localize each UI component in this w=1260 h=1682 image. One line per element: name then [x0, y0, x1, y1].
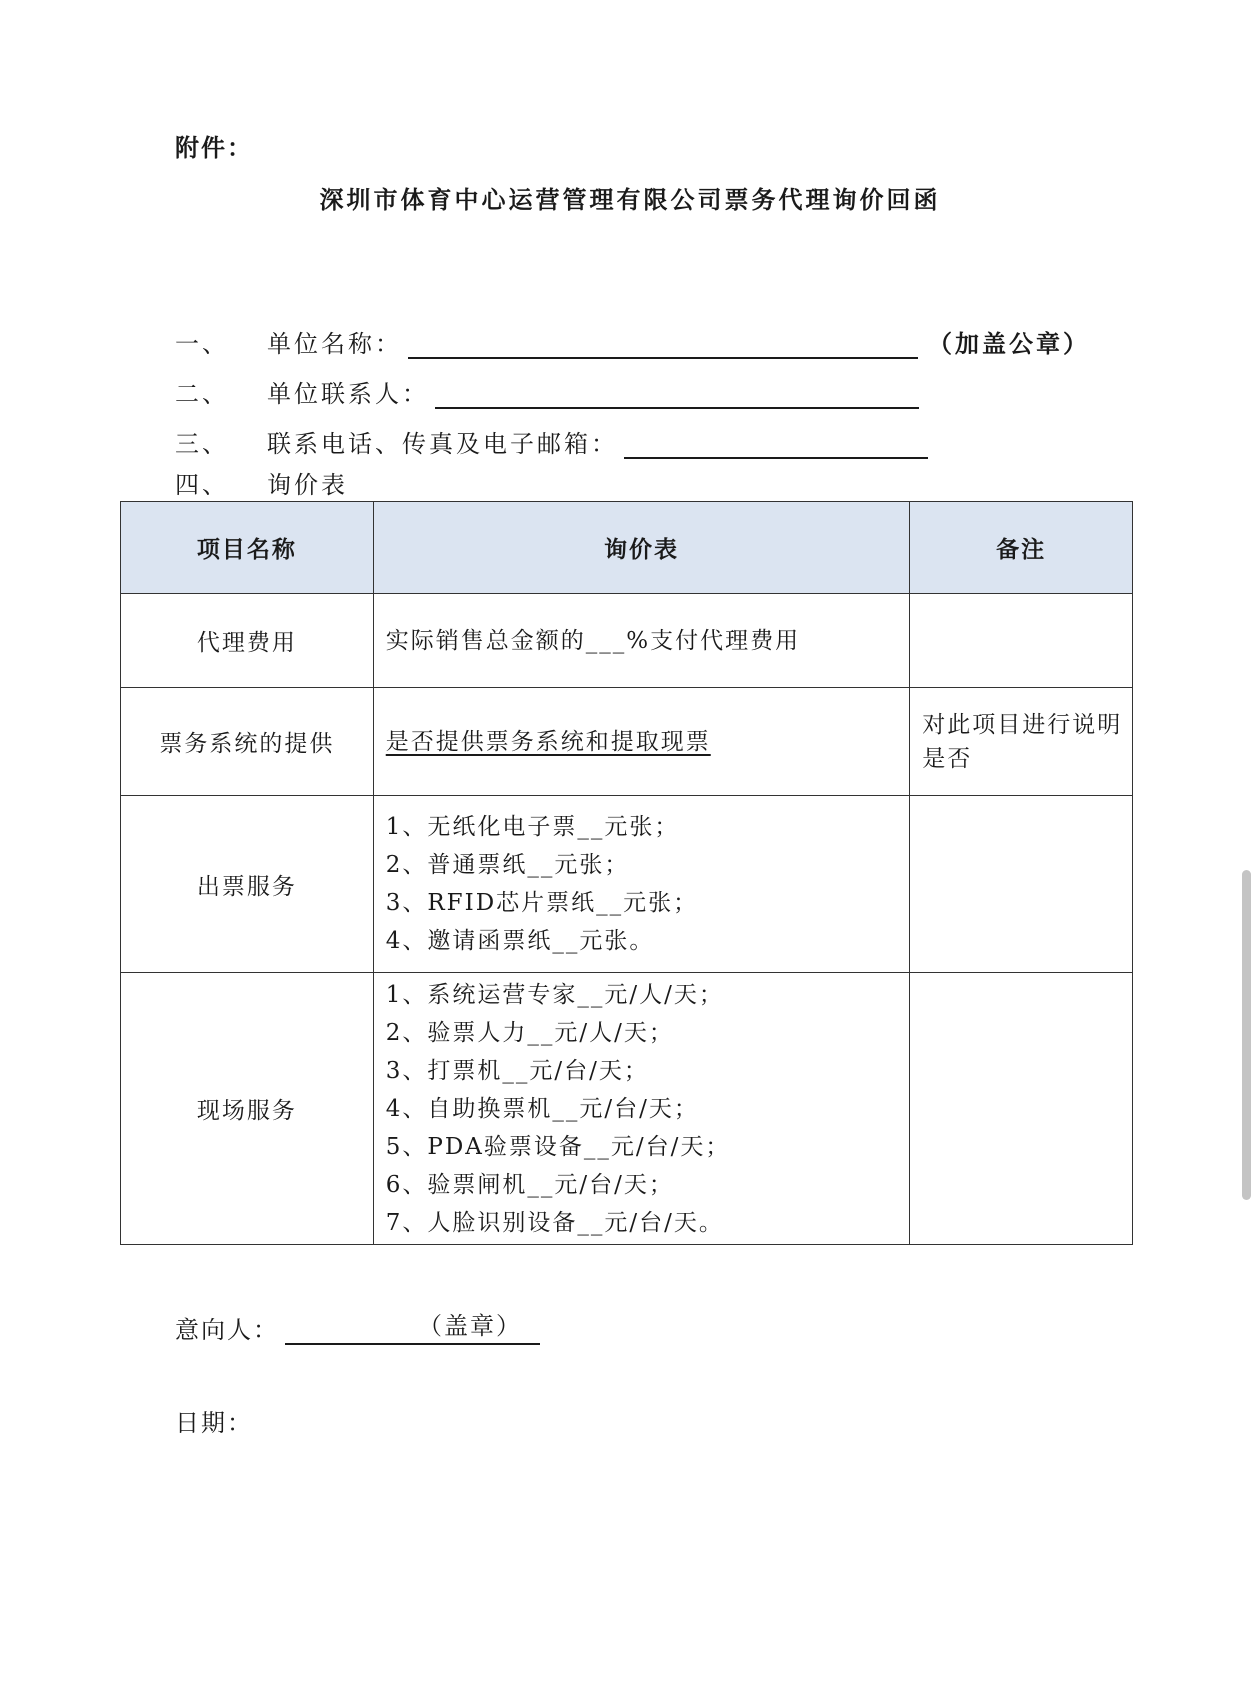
header-quote: 询价表: [373, 502, 909, 594]
content-line: 1、无纸化电子票__元张；: [385, 814, 680, 840]
field-label: 联系电话、传真及电子邮箱：: [267, 430, 618, 458]
content-line: 2、普通票纸__元张；: [385, 852, 630, 878]
quote-table: [120, 501, 1133, 1245]
field-contact-person: [175, 375, 919, 409]
field-label: 单位联系人：: [267, 380, 429, 408]
content-line: 5、PDA验票设备__元/台/天；: [385, 1133, 731, 1160]
field-contact-info: [175, 425, 928, 459]
item-name: 出票服务: [121, 796, 374, 973]
attachment-label: 附件：: [175, 133, 253, 162]
intent-label: 意向人：: [175, 1316, 279, 1344]
item-remark: [910, 796, 1133, 973]
table-row: [121, 594, 1133, 688]
item-name: 票务系统的提供: [121, 688, 374, 796]
content-line: 7、人脸识别设备__元/台/天。: [385, 1209, 724, 1236]
item-name: 现场服务: [121, 973, 374, 1245]
table-row: [121, 688, 1133, 796]
item-content: [373, 973, 909, 1245]
field-number: 三、: [175, 430, 229, 458]
contact-info-blank[interactable]: [624, 431, 928, 459]
content-line: 1、系统运营专家__元/人/天；: [385, 981, 724, 1008]
content-line: 3、RFID芯片票纸__元张；: [385, 890, 699, 916]
item-content: [373, 594, 909, 688]
table-row: [121, 796, 1133, 973]
field-label: 询价表: [267, 471, 348, 499]
item-remark: 对此项目进行说明是否: [910, 688, 1133, 796]
content-line: 3、打票机__元/台/天；: [385, 1057, 649, 1084]
item-name: 代理费用: [121, 594, 374, 688]
header-remark: 备注: [910, 502, 1133, 594]
item-remark: [910, 594, 1133, 688]
field-quote-table: [175, 466, 348, 500]
stamp-note: （加盖公章）: [928, 329, 1090, 358]
item-content: [373, 688, 909, 796]
content-line: 实际销售总金额的___%支付代理费用: [385, 627, 801, 654]
content-line: 是否提供票务系统和提取现票: [385, 728, 711, 755]
field-label: 单位名称：: [267, 330, 402, 358]
item-content: [373, 796, 909, 973]
content-line: 4、自助换票机__元/台/天；: [385, 1095, 699, 1122]
content-line: 2、验票人力__元/人/天；: [385, 1019, 674, 1046]
date-label: 日期：: [175, 1409, 253, 1437]
table-header-row: [121, 502, 1133, 594]
item-remark: [910, 973, 1133, 1245]
header-item-name: 项目名称: [121, 502, 374, 594]
scrollbar-thumb[interactable]: [1242, 870, 1251, 1200]
field-number: 四、: [175, 471, 229, 499]
content-line: 4、邀请函票纸__元张。: [385, 928, 655, 954]
intent-signature-row: [175, 1310, 540, 1345]
document-title: 深圳市体育中心运营管理有限公司票务代理询价回函: [319, 185, 941, 214]
contact-person-blank[interactable]: [435, 381, 919, 409]
unit-name-blank[interactable]: [408, 331, 918, 359]
table-row: [121, 973, 1133, 1245]
field-unit-name: [175, 325, 1090, 359]
field-number: 二、: [175, 380, 229, 408]
seal-note: （盖章）: [418, 1312, 522, 1340]
signature-blank[interactable]: [285, 1312, 540, 1345]
field-number: 一、: [175, 330, 229, 358]
content-line: 6、验票闸机__元/台/天；: [385, 1171, 674, 1198]
